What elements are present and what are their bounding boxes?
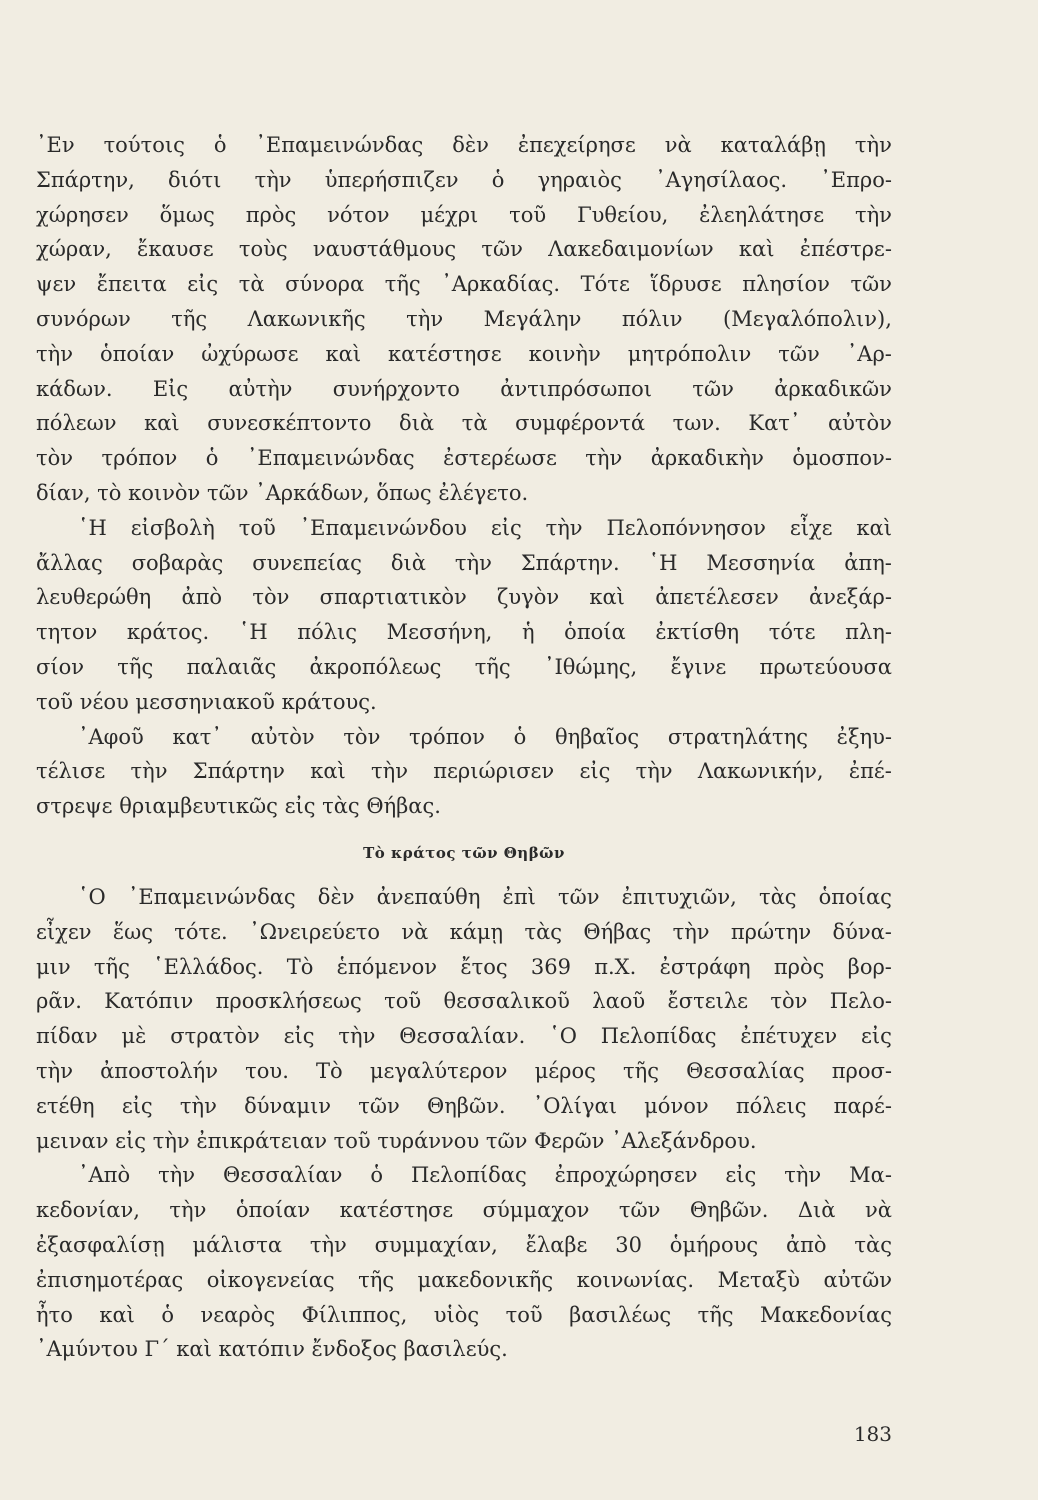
text-line: κεδονίαν, τὴν ὁποίαν κατέστησε σύμμαχον τῶν Θηβῶν. Διὰ νὰ xyxy=(36,1198,892,1223)
text-line: χώρησεν ὅμως πρὸς νότον μέχρι τοῦ Γυθείου, ἐλεηλάτησε τὴν xyxy=(36,202,892,227)
text-line: μιν τῆς ῾Ελλάδος. Τὸ ἑπόμενον ἔτος 369 π.Χ. ἐστράφη πρὸς βορ- xyxy=(36,954,892,979)
text-line: ᾿Απὸ τὴν Θεσσαλίαν ὁ Πελοπίδας ἐπροχώρησεν εἰς τὴν Μα- xyxy=(78,1163,892,1188)
text-line: τὴν ὁποίαν ὠχύρωσε καὶ κατέστησε κοινὴν μητρόπολιν τῶν ᾿Αρ- xyxy=(36,341,892,366)
document-page xyxy=(36,128,892,1367)
text-line: λευθερώθη ἀπὸ τὸν σπαρτιατικὸν ζυγὸν καὶ ἀπετέλεσεν ἀνεξάρ- xyxy=(36,585,892,610)
text-line: ῾Ο ᾿Επαμεινώνδας δὲν ἀνεπαύθη ἐπὶ τῶν ἐπιτυχιῶν, τὰς ὁποίας xyxy=(78,884,892,909)
text-line: πόλεων καὶ συνεσκέπτοντο διὰ τὰ συμφέροντά των. Κατ᾿ αὐτὸν xyxy=(36,411,892,436)
paragraph-thessaly xyxy=(36,880,892,1158)
text-line: μειναν εἰς τὴν ἐπικράτειαν τοῦ τυράννου τῶν Φερῶν ᾿Αλεξάνδρου. xyxy=(36,1128,757,1153)
text-line: ἄλλας σοβαρὰς συνεπείας διὰ τὴν Σπάρτην. ῾Η Μεσσηνία ἀπη- xyxy=(36,550,892,575)
paragraph-epaminondas-arcadia xyxy=(36,128,892,511)
text-line: ᾿Αμύντου Γ΄ καὶ κατόπιν ἔνδοξος βασιλεύς. xyxy=(36,1337,508,1362)
text-line: πίδαν μὲ στρατὸν εἰς τὴν Θεσσαλίαν. ῾Ο Πελοπίδας ἐπέτυχεν εἰς xyxy=(36,1024,892,1049)
text-line: τέλισε τὴν Σπάρτην καὶ τὴν περιώρισεν εἰς τὴν Λακωνικήν, ἐπέ- xyxy=(36,759,892,784)
text-line: ἐπισημοτέρας οἰκογενείας τῆς μακεδονικῆς κοινωνίας. Μεταξὺ αὐτῶν xyxy=(36,1267,892,1292)
paragraph-macedonia xyxy=(36,1158,892,1367)
text-line: κάδων. Εἰς αὐτὴν συνήρχοντο ἀντιπρόσωποι τῶν ἀρκαδικῶν xyxy=(36,376,892,401)
text-line: ἐξασφαλίσῃ μάλιστα τὴν συμμαχίαν, ἔλαβε 30 ὁμήρους ἀπὸ τὰς xyxy=(36,1232,892,1257)
text-line: χώραν, ἔκαυσε τοὺς ναυστάθμους τῶν Λακεδαιμονίων καὶ ἐπέστρε- xyxy=(36,237,892,262)
text-line: Σπάρτην, διότι τὴν ὑπερήσπιζεν ὁ γηραιὸς ᾿Αγησίλαος. ᾿Επρο- xyxy=(36,167,892,192)
text-line: ρᾶν. Κατόπιν προσκλήσεως τοῦ θεσσαλικοῦ λαοῦ ἔστειλε τὸν Πελο- xyxy=(36,989,892,1014)
text-line: ᾿Αφοῦ κατ᾿ αὐτὸν τὸν τρόπον ὁ θηβαῖος στρατηλάτης ἐξηυ- xyxy=(78,724,892,749)
section-heading: Τὸ κράτος τῶν Θηβῶν xyxy=(363,843,565,862)
text-line: ᾿Εν τούτοις ὁ ᾿Επαμεινώνδας δὲν ἐπεχείρησε νὰ καταλάβῃ τὴν xyxy=(36,133,892,157)
text-line: τὸν τρόπον ὁ ᾿Επαμεινώνδας ἐστερέωσε τὴν ἀρκαδικὴν ὁμοσπον- xyxy=(36,446,892,471)
text-line: τὴν ἀποστολήν του. Τὸ μεγαλύτερον μέρος τῆς Θεσσαλίας προσ- xyxy=(36,1058,892,1083)
text-line: τοῦ νέου μεσσηνιακοῦ κράτους. xyxy=(36,689,377,714)
text-line: ῾Η εἰσβολὴ τοῦ ᾿Επαμεινώνδου εἰς τὴν Πελοπόννησον εἶχε καὶ xyxy=(78,515,892,540)
paragraph-messenia xyxy=(36,511,892,720)
text-line: συνόρων τῆς Λακωνικῆς τὴν Μεγάλην πόλιν (Μεγαλόπολιν), xyxy=(36,306,892,331)
paragraph-return-to-thebes xyxy=(36,720,892,824)
text-line: στρεψε θριαμβευτικῶς εἰς τὰς Θήβας. xyxy=(36,794,441,819)
text-line: δίαν, τὸ κοινὸν τῶν ᾿Αρκάδων, ὅπως ἐλέγετο. xyxy=(36,480,529,505)
text-line: ἦτο καὶ ὁ νεαρὸς Φίλιππος, υἱὸς τοῦ βασιλέως τῆς Μακεδονίας xyxy=(36,1302,892,1327)
text-line: σίον τῆς παλαιᾶς ἀκροπόλεως τῆς ᾿Ιθώμης, ἔγινε πρωτεύουσα xyxy=(36,654,892,679)
page-number: 183 xyxy=(853,1422,892,1446)
text-line: ψεν ἔπειτα εἰς τὰ σύνορα τῆς ᾿Αρκαδίας. Τότε ἵδρυσε πλησίον τῶν xyxy=(36,272,892,297)
text-line: εἶχεν ἕως τότε. ᾿Ωνειρεύετο νὰ κάμῃ τὰς Θήβας τὴν πρώτην δύνα- xyxy=(36,919,892,944)
text-line: τητον κράτος. ῾Η πόλις Μεσσήνη, ἡ ὁποία ἐκτίσθη τότε πλη- xyxy=(36,620,892,645)
text-line: ετέθη εἰς τὴν δύναμιν τῶν Θηβῶν. ᾿Ολίγαι μόνον πόλεις παρέ- xyxy=(36,1093,892,1118)
